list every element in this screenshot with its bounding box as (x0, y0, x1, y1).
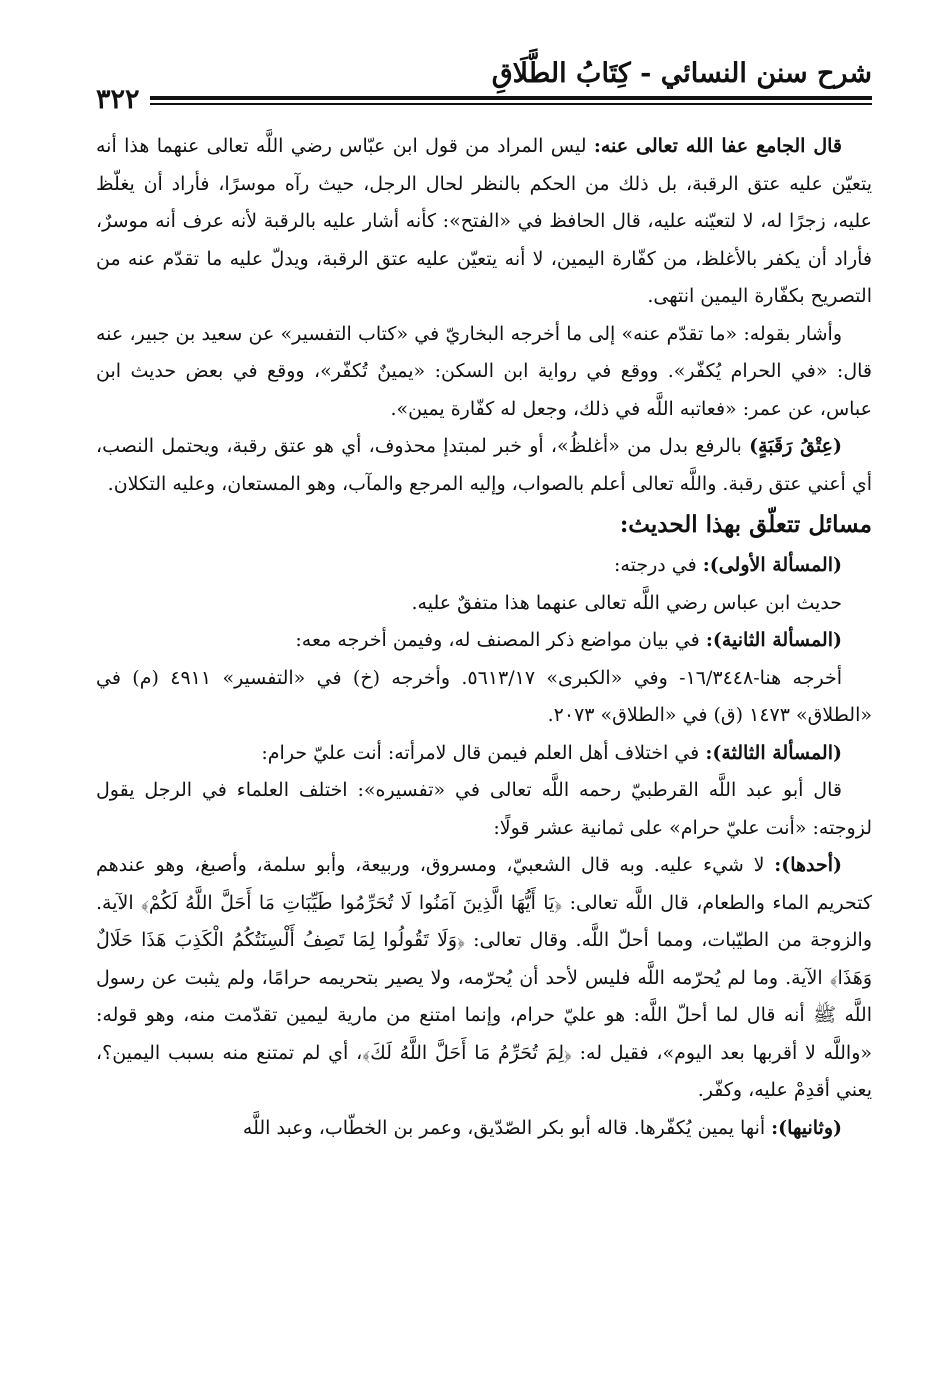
opinion-2 (96, 1110, 872, 1148)
header-rule-thick (96, 96, 872, 100)
question-text: في اختلاف أهل العلم فيمن قال لامرأته: أنت عليّ حرام: (261, 741, 706, 764)
page-number: ٣٢٢ (96, 84, 150, 116)
paragraph-lead: قال الجامع عفا الله تعالى عنه: (593, 135, 842, 157)
question-1-body: حديث ابن عباس رضي اللَّه تعالى عنهما هذا متفقٌ عليه. (411, 591, 842, 614)
question-text: في بيان مواضع ذكر المصنف له، وفيمن أخرجه معه: (295, 629, 706, 651)
paragraph-lead: (عِتْقُ رَقَبَةٍ) (749, 435, 842, 457)
page-header (96, 56, 872, 116)
question-1 (96, 547, 872, 585)
paragraph-text: ليس المراد من قول ابن عبّاس رضي اللَّه تعالى عنهما هذا أنه يتعيّن عليه عتق الرقبة، بل ذلك من الحكم بالنظر لحال الرجل، حيث رآه موسرًا، فأراد أن يغلّظ عليه، زجرًا له، لا لتعيّنه عليه، قال الحافظ في «الفتح»: كأنه أشار عليه بالرقبة لأنه عرف أنه موسرٌ، فأراد أن يكفر بالأغلظ، من كفّارة اليمين، لا أنه يتعيّن عليه عتق الرقبة، ويدلّ عليه ما تقدّم عنه من التصريح بكفّارة اليمين انتهى. (96, 135, 872, 307)
question-lead: (المسألة الأولى): (702, 554, 842, 576)
running-title: شرح سنن النسائي - كِتَابُ الطَّلَاقِ (491, 58, 872, 89)
question-2 (96, 622, 872, 660)
opinion-text: أنها يمين يُكفّرها. قاله أبو بكر الصّدّيق، وعمر بن الخطّاب، وعبد اللَّه (242, 1116, 772, 1139)
paragraph-text: بالرفع بدل من «أغلظُ»، أو خبر لمبتدإ محذوف، أي هو عتق رقبة، ويحتمل النصب، أي أعني عتق رقبة. واللَّه تعالى أعلم بالصواب، وإليه المرجع والمآب، وهو المستعان، وعليه التكلان. (96, 435, 872, 495)
question-3 (96, 735, 872, 773)
question-text: في درجته: (614, 554, 703, 576)
paragraph-text: وأشار بقوله: «ما تقدّم عنه» إلى ما أخرجه البخاريّ في «كتاب التفسير» عن سعيد بن جبير، عنه قال: «في الحرام يُكفّر». ووقع في رواية ابن السكن: «يمينٌ تُكفّر»، ووقع في بعض حديث ابن عباس، عن عمر: «فعاتبه اللَّه في ذلك، وجعل له كفّارة يمين». (96, 322, 872, 420)
opinion-lead: (وثانيها): (771, 1116, 842, 1139)
page-body (96, 128, 872, 1147)
opinion-text: لا شيء عليه. وبه قال الشعبيّ، ومسروق، وربيعة، وأبو سلمة، وأصبغ، وهو عندهم كتحريم الماء والطعام، قال اللَّه تعالى: ﴿يَا أَيُّهَا الَّذِينَ آمَنُوا لَا تُحَرِّمُوا طَيِّبَاتِ مَا أَحَلَّ اللَّهُ لَكُمْ﴾ الآية. والزوجة من الطيّبات، ومما أحلّ اللَّه. وقال تعالى: ﴿وَلَا تَقُولُوا لِمَا تَصِفُ أَلْسِنَتُكُمُ الْكَذِبَ هَذَا حَلَالٌ وَهَذَا﴾ الآية. وما لم يُحرّمه اللَّه فليس لأحد أن يُحرّمه، ولا يصير بتحريمه حرامًا، ولم يثبت عن رسول اللَّه ﷺ أنه قال لما أحلّ اللَّه: هو عليّ حرام، وإنما امتنع من مارية ليمين تقدّمت منه، وهو قوله: «واللَّه لا أقربها بعد اليوم»، فقيل له: ﴿لِمَ تُحَرِّمُ مَا أَحَلَّ اللَّهُ لَكَ﴾، أي لم تمتنع منه بسبب اليمين؟، يعني أقدِمْ عليه، وكفّر. (96, 854, 872, 1101)
question-lead: (المسألة الثالثة): (705, 741, 842, 764)
paragraph-reference (96, 316, 872, 429)
opinion-lead: (أحدها): (774, 854, 842, 876)
question-3-body: قال أبو عبد اللَّه القرطبيّ رحمه اللَّه تعالى في «تفسيره»: اختلف العلماء في الرجل يقول لزوجته: «أنت عليّ حرام» على ثمانية عشر قولًا: (96, 779, 872, 839)
opinion-1 (96, 847, 872, 1110)
header-rule-thin (96, 103, 872, 105)
question-2-body: أخرجه هنا-١٦/٣٤٤٨- وفي «الكبرى» ٥٦١٣/١٧. وأخرجه (خ) في «التفسير» ٤٩١١ (م) في «الطلاق» ١٤٧٣ (ق) في «الطلاق» ٢٠٧٣. (96, 666, 872, 726)
paragraph-grammar (96, 428, 872, 503)
paragraph-commentary (96, 128, 872, 316)
question-lead: (المسألة الثانية): (705, 629, 842, 651)
section-heading: مسائل تتعلّق بهذا الحديث: (619, 511, 872, 538)
